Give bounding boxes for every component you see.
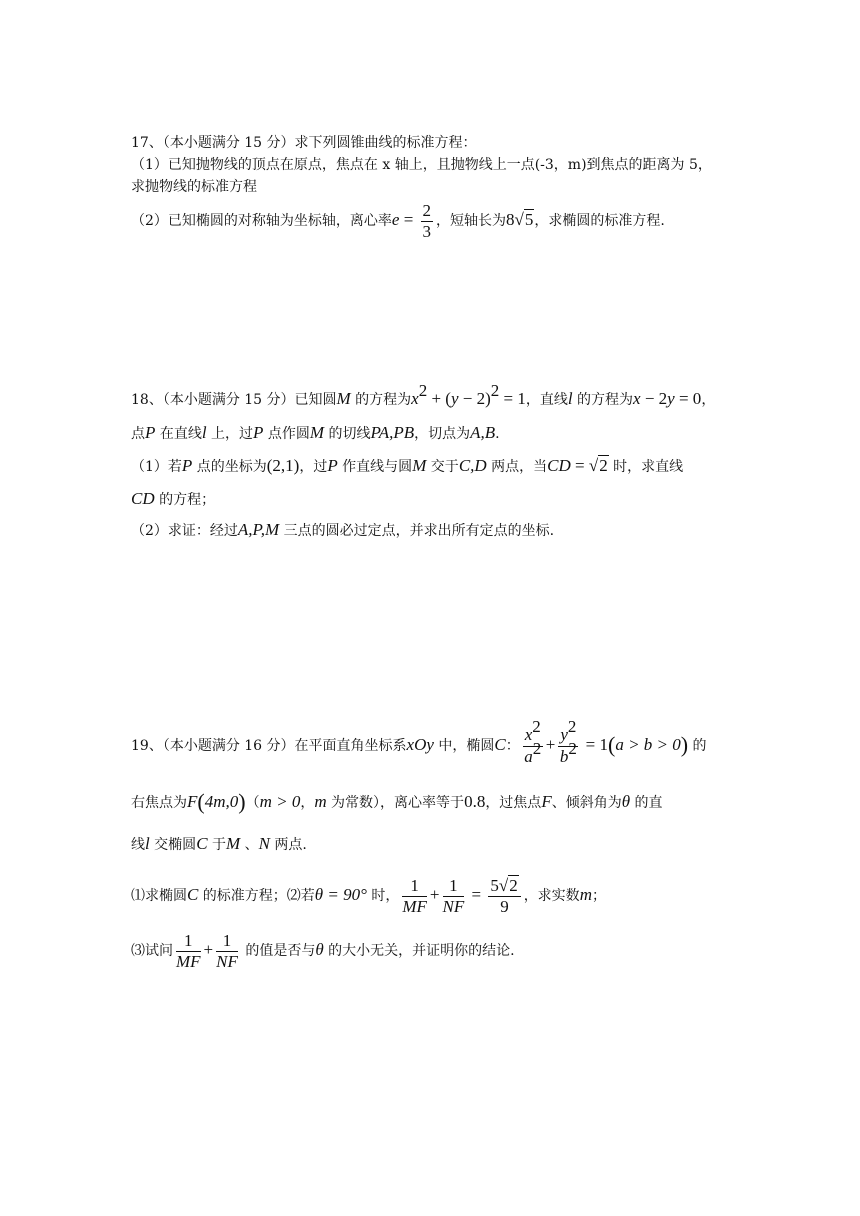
q19-line2 xyxy=(131,789,663,814)
sqrt-symbol: √ xyxy=(588,456,599,475)
paren: ( xyxy=(197,789,205,814)
math-var: x xyxy=(633,389,641,408)
q18-part2 xyxy=(131,520,554,541)
q18-text: 作直线与圆 xyxy=(337,459,413,475)
ellipse-name: C xyxy=(494,735,506,754)
q19-text: ，过焦点 xyxy=(485,795,542,811)
math-var: m xyxy=(314,792,327,811)
q19-text: 的标准方程；⑵若 xyxy=(198,888,315,904)
q19-text: 的直 xyxy=(630,795,663,811)
math-op: + ( xyxy=(427,389,451,408)
q19-text: ， xyxy=(300,795,315,811)
eccentricity-fraction xyxy=(421,201,434,242)
math-var: y xyxy=(667,389,675,408)
q19-text: （ xyxy=(245,795,260,811)
math-op: = 1 xyxy=(499,389,526,408)
q19-text: ： xyxy=(505,738,520,754)
radicand: 2 xyxy=(509,875,518,895)
q19-part3 xyxy=(131,927,515,974)
q19-text: 线 xyxy=(131,837,145,853)
q18-text: 在直线 xyxy=(155,426,202,442)
q19-text: 、 xyxy=(240,837,259,853)
point-name: M xyxy=(225,834,241,853)
focus-name: F xyxy=(541,792,552,811)
q17-part1-line2: 求抛物线的标准方程 xyxy=(131,179,257,195)
chord-name: CD xyxy=(131,489,155,508)
q18-text: 的方程为 xyxy=(572,392,634,408)
q18-line2 xyxy=(131,423,500,444)
math-op: − 2) xyxy=(458,389,491,408)
q18-text: 交于 xyxy=(426,459,459,475)
q18-text: 上，过 xyxy=(206,426,254,442)
angle-symbol: θ xyxy=(315,940,324,959)
fraction-numerator: 1 xyxy=(216,931,238,952)
intersection-points: C,D xyxy=(458,456,487,475)
fraction-numerator: 2 xyxy=(422,200,432,220)
q19-text: 的值是否与 xyxy=(240,943,316,959)
q18-part1-line1 xyxy=(131,456,683,477)
q18-part1-line2 xyxy=(131,489,215,510)
fraction-numerator: 1 xyxy=(443,876,465,897)
rhs-fraction: $\frac{5√2}{9}$ xyxy=(488,876,520,917)
focus-coordinates: 4m,0 xyxy=(204,792,239,811)
fraction-denominator: 9 xyxy=(500,896,509,916)
q18-text: （1）若 xyxy=(131,459,182,475)
q18-text: ， xyxy=(701,392,716,408)
q18-heading xyxy=(131,381,716,410)
q17-part2-text: （2）已知椭圆的对称轴为坐标轴，离心率 xyxy=(131,213,392,229)
three-points: A,P,M xyxy=(237,520,280,539)
point-name: P xyxy=(253,423,264,442)
fraction-numerator: 1 xyxy=(402,876,427,897)
paren: ) xyxy=(680,732,689,757)
exponent: 2 xyxy=(418,381,428,400)
q19-text: 时， xyxy=(366,888,400,904)
fraction-denominator: MF xyxy=(402,896,427,916)
q18-text: 的方程； xyxy=(154,492,216,508)
sqrt-symbol: √ xyxy=(514,210,524,229)
math-var: b xyxy=(559,746,569,766)
circle-name: M xyxy=(309,423,325,442)
point-name: P xyxy=(145,423,156,442)
q18-text: 两点，当 xyxy=(486,459,548,475)
q17-heading: 17、（本小题满分 15 分）求下列圆锥曲线的标准方程： xyxy=(131,135,477,151)
math-op: = 0 xyxy=(674,389,702,408)
q19-text: 两点. xyxy=(269,837,307,853)
paren: ( xyxy=(607,732,616,757)
math-var: x xyxy=(524,724,533,744)
m-condition: m > 0 xyxy=(259,792,301,811)
fraction-denominator: NF xyxy=(216,951,238,971)
radicand: 2 xyxy=(599,456,608,475)
q18-text: . xyxy=(495,426,500,442)
ellipse-fraction-x xyxy=(523,716,543,768)
q18-text: （2）求证：经过 xyxy=(131,523,238,539)
q19-text: ； xyxy=(591,888,606,904)
math-op: + xyxy=(545,735,556,754)
circle-name: M xyxy=(412,456,427,475)
eccentricity-value: 0.8 xyxy=(464,792,486,811)
q18-text: 的方程为 xyxy=(350,392,412,408)
q18-text: ，过 xyxy=(299,459,328,475)
exponent: 2 xyxy=(532,716,541,736)
q19-text: 于 xyxy=(207,837,226,853)
math-var: x xyxy=(411,389,419,408)
rhs-coefficient: 5 xyxy=(490,875,499,895)
q17-part1-line1: （1）已知抛物线的顶点在原点，焦点在 x 轴上，且抛物线上一点(-3，m)到焦点的距离为 5， xyxy=(131,157,712,173)
point-name: P xyxy=(327,456,338,475)
chord-name: CD xyxy=(547,456,571,475)
fraction-denominator: NF xyxy=(442,896,465,916)
math-op: − 2 xyxy=(640,389,668,408)
line-name: l xyxy=(201,423,207,442)
point-name: P xyxy=(181,456,193,475)
q18-text: ，切点为 xyxy=(414,426,471,442)
fraction-numerator: 1 xyxy=(176,931,201,952)
ellipse-name: C xyxy=(196,834,208,853)
math-var: a xyxy=(524,746,533,766)
tangent-points: A,B xyxy=(470,423,496,442)
q19-text: 19、（本小题满分 16 分）在平面直角坐标系 xyxy=(131,738,407,754)
fraction-denominator: 3 xyxy=(422,221,432,241)
q19-text: 的大小无关，并证明你的结论. xyxy=(323,943,515,959)
exponent: 2 xyxy=(490,381,500,400)
q17-part2-text-mid: ，短轴长为 xyxy=(436,213,507,229)
q19-text: 右焦点为 xyxy=(131,795,187,811)
q19-text: 的 xyxy=(688,738,707,754)
exponent: 2 xyxy=(532,738,542,758)
angle-symbol: θ xyxy=(621,792,631,811)
q18-text: 点 xyxy=(131,426,145,442)
math-op: = xyxy=(570,456,589,475)
q19-text: ⑶试问 xyxy=(131,943,173,959)
coordinate-system: xOy xyxy=(406,735,434,754)
ellipse-name: C xyxy=(187,885,199,904)
q18-text: 三点的圆必过定点，并求出所有定点的坐标. xyxy=(279,523,555,539)
point-name: N xyxy=(258,834,270,853)
math-op: + xyxy=(429,885,440,904)
math-var: y xyxy=(560,724,568,744)
q19-heading xyxy=(131,716,707,769)
reciprocal-mf xyxy=(176,931,201,972)
q17-part2-text-end: ，求椭圆的标准方程. xyxy=(534,213,665,229)
exponent: 2 xyxy=(568,738,577,758)
math-op: + xyxy=(203,940,214,959)
angle-condition: θ = 90° xyxy=(314,885,367,904)
q19-text: 为常数），离心率等于 xyxy=(326,795,465,811)
q18-text: 18、（本小题满分 15 分）已知圆 xyxy=(131,392,337,408)
exponent: 2 xyxy=(567,716,577,736)
paren: ) xyxy=(238,789,246,814)
minor-axis-coefficient: 8 xyxy=(506,210,515,229)
ellipse-fraction-y xyxy=(558,716,578,768)
ellipse-condition: a > b > 0 xyxy=(615,735,681,754)
q19-part1-2 xyxy=(131,872,606,919)
eccentricity-symbol: e xyxy=(391,210,400,229)
reciprocal-mf xyxy=(402,876,427,917)
q18-text: 点作圆 xyxy=(263,426,310,442)
q18-text: 时，求直线 xyxy=(608,459,684,475)
q19-text: 交椭圆 xyxy=(149,837,197,853)
q19-text: ⑴求椭圆 xyxy=(131,888,187,904)
tangent-lines: PA,PB xyxy=(370,423,415,442)
reciprocal-nf xyxy=(216,931,238,972)
q18-text: ，直线 xyxy=(525,392,568,408)
q17-part2 xyxy=(131,198,665,243)
equals-sign: = xyxy=(399,210,418,229)
radicand: 5 xyxy=(524,210,534,229)
focus-name: F xyxy=(187,792,198,811)
reciprocal-nf xyxy=(443,876,465,917)
fraction-denominator: MF xyxy=(176,951,201,971)
q19-line3 xyxy=(131,834,307,855)
line-name: l xyxy=(145,834,150,853)
q18-text: 的切线 xyxy=(324,426,371,442)
q19-text: 中，椭圆 xyxy=(433,738,495,754)
line-name: l xyxy=(567,389,573,408)
equals-sign: = xyxy=(467,885,486,904)
q19-text: 、倾斜角为 xyxy=(551,795,622,811)
circle-name: M xyxy=(336,389,351,408)
q19-text: ，求实数 xyxy=(523,888,580,904)
math-var: m xyxy=(579,885,592,904)
q18-text: 点的坐标为 xyxy=(192,459,267,475)
math-var: y xyxy=(450,389,459,408)
point-coordinates: (2,1) xyxy=(266,456,300,475)
math-op: = 1 xyxy=(581,735,608,754)
